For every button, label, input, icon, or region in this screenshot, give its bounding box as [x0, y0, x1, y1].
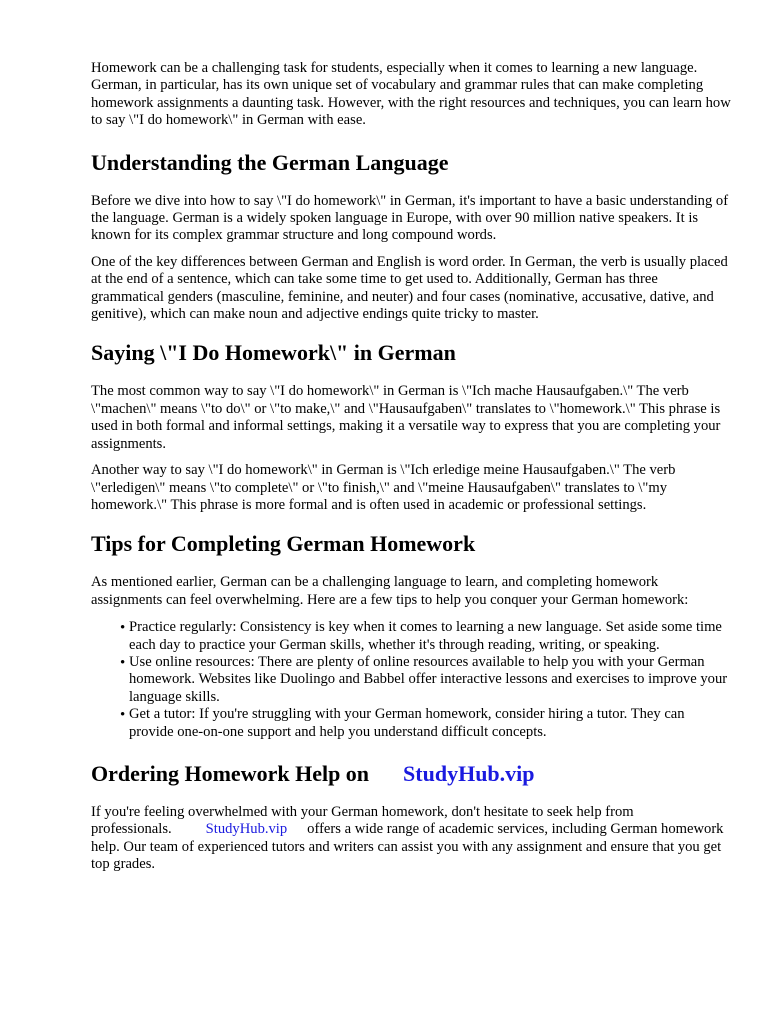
ordering-text-after: offers a wide range of academic services, including German homework help. Our team of experienced tutors and writers can assist you with any assignment and ensure that you get top grades. [91, 821, 724, 873]
tip-item-online-resources: • Use online resources: There are plenty of online resources available to help you with your German homework. Websites like Duolingo and Babbel offer interactive lessons and exercises to improve your language skills. [129, 654, 731, 706]
paragraph-ich-erledige: Another way to say \"I do homework\" in German is \"Ich erledige meine Hausaufgaben.\" The verb \"erledigen\" means \"to complete\" or \"to finish,\" and \"meine Hausaufgaben\" translates to \"my homework.\" This phrase is more formal and is often used in academic or professional settings. [91, 462, 676, 513]
heading-saying-i-do-homework: Saying \"I Do Homework\" in German [91, 340, 456, 366]
paragraph-word-order: One of the key differences between German and English is word order. In German, the verb is usually placed at the end of a sentence, which can take some time to get used to. Additionally, German has three grammatical genders (masculine, feminine, and neuter) and four cases (nominative, accusative, dative, and genitive), which can make noun and adjective endings quite tricky to master. [91, 253, 728, 323]
heading-ordering-help [91, 761, 731, 787]
document-page [91, 60, 731, 874]
intro-paragraph: Homework can be a challenging task for students, especially when it comes to learning a new language. German, in particular, has its own unique set of vocabulary and grammar rules that can make completing homework assignments a daunting task. However, with the right resources and techniques, you can learn how to say \"I do homework\" in German with ease. [91, 60, 731, 129]
paragraph-ordering [91, 804, 731, 874]
studyhub-inline-link[interactable]: StudyHub.vip [205, 821, 288, 838]
heading-ordering-text: Ordering Homework Help on [91, 760, 370, 786]
heading-tips: Tips for Completing German Homework [91, 531, 476, 557]
tip-item-tutor: • Get a tutor: If you're struggling with your German homework, consider hiring a tutor. They can provide one-on-one support and help you understand difficult concepts. [129, 706, 731, 741]
studyhub-heading-link[interactable]: StudyHub.vip [403, 760, 535, 786]
ordering-text-before: If you're feeling overwhelmed with your German homework, don't hesitate to seek help from professionals. [91, 803, 634, 838]
paragraph-tips-intro: As mentioned earlier, German can be a challenging language to learn, and completing homework assignments can feel overwhelming. Here are a few tips to help you conquer your German homework: [91, 574, 689, 608]
tip-item-practice: • Practice regularly: Consistency is key when it comes to learning a new language. Set aside some time each day to practice your German skills, whether it's through reading, writing, or speaking. [129, 619, 731, 654]
tips-list [91, 619, 731, 741]
paragraph-ich-mache: The most common way to say \"I do homework\" in German is \"Ich mache Hausaufgaben.\" The verb \"machen\" means \"to do\" or \"to make,\" and \"Hausaufgaben\" translates to \"homework.\" This phrase is used in both formal and informal settings, making it a versatile way to express that you are completing your assignments. [91, 383, 721, 452]
heading-understanding-german: Understanding the German Language [91, 149, 449, 175]
paragraph-basic-understanding: Before we dive into how to say \"I do homework\" in German, it's important to have a basic understanding of the language. German is a widely spoken language in Europe, with over 90 million native speakers. It is known for its complex grammar structure and long compound words. [91, 192, 729, 244]
